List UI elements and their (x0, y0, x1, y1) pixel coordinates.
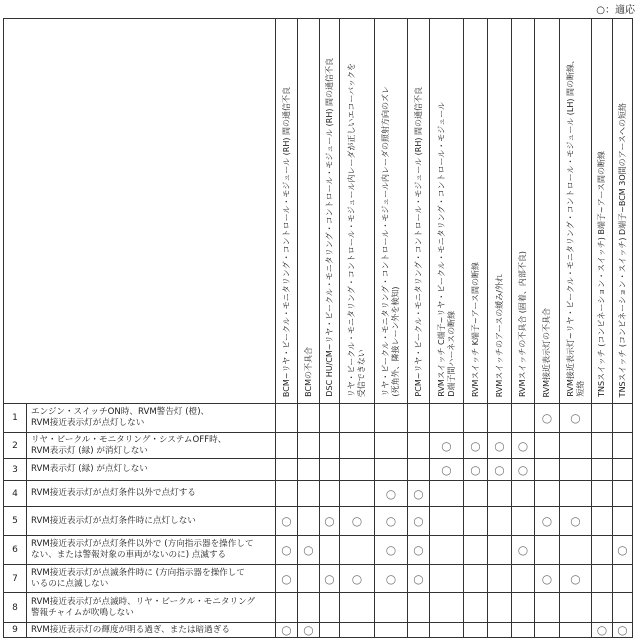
column-header (375, 19, 408, 404)
column-header (488, 19, 512, 404)
empty-cell (464, 536, 488, 565)
column-header (408, 19, 430, 404)
empty-cell (298, 565, 320, 593)
column-header-label: BCM~リヤ・ビークル・モニタリング・コントロール・モジュール (RH) 間の通信不良 (281, 86, 291, 397)
table-body (4, 404, 633, 638)
column-header-label: RVMスイッチ K端子~アース間の断線 (470, 261, 480, 397)
empty-cell (340, 481, 375, 507)
empty-cell (535, 536, 560, 565)
column-header-label: RVMスイッチのアースの緩み/外れ (494, 273, 504, 397)
applicable-mark: ○ (408, 481, 430, 507)
row-number: 7 (4, 565, 27, 593)
empty-cell (298, 404, 320, 433)
empty-cell (592, 507, 613, 536)
empty-cell (592, 481, 613, 507)
empty-cell (512, 404, 535, 433)
applicable-mark: ○ (276, 536, 298, 565)
empty-cell (613, 565, 633, 593)
applicable-mark: ○ (430, 433, 464, 459)
empty-cell (320, 593, 340, 623)
empty-cell (320, 481, 340, 507)
empty-cell (375, 459, 408, 481)
column-header (512, 19, 535, 404)
empty-cell (375, 593, 408, 623)
row-number: 5 (4, 507, 27, 536)
applicable-mark: ○ (375, 481, 408, 507)
empty-cell (340, 433, 375, 459)
empty-cell (340, 459, 375, 481)
applicable-mark: ○ (408, 507, 430, 536)
applicable-mark: ○ (512, 536, 535, 565)
table-row (4, 433, 633, 459)
applicable-mark: ○ (535, 404, 560, 433)
column-header (320, 19, 340, 404)
applicable-mark: ○ (408, 565, 430, 593)
empty-cell (298, 481, 320, 507)
applicable-mark: ○ (464, 459, 488, 481)
empty-cell (464, 404, 488, 433)
applicable-mark: ○ (560, 404, 592, 433)
empty-cell (430, 565, 464, 593)
empty-cell (560, 536, 592, 565)
row-number: 4 (4, 481, 27, 507)
table-row (4, 459, 633, 481)
empty-cell (613, 507, 633, 536)
symptom-text: リヤ・ビークル・モニタリング・システムOFF時、 RVM表示灯 (緑) が消灯しない (27, 433, 276, 459)
applicable-mark: ○ (488, 433, 512, 459)
empty-cell (464, 565, 488, 593)
applicable-mark: ○ (340, 507, 375, 536)
applicable-mark: ○ (320, 565, 340, 593)
column-header-label: PCM~リヤ・ビークル・モニタリング・コントロール・モジュール (RH) 間の通信不良 (413, 87, 423, 397)
empty-cell (512, 507, 535, 536)
row-number: 3 (4, 459, 27, 481)
empty-cell (408, 404, 430, 433)
empty-cell (276, 593, 298, 623)
table-row (4, 565, 633, 593)
applicable-mark: ○ (430, 459, 464, 481)
empty-cell (320, 623, 340, 638)
empty-cell (430, 481, 464, 507)
empty-cell (340, 623, 375, 638)
applicable-mark: ○ (560, 507, 592, 536)
empty-cell (430, 507, 464, 536)
empty-cell (464, 507, 488, 536)
applicable-mark: ○ (488, 459, 512, 481)
applicable-mark: ○ (375, 536, 408, 565)
empty-cell (592, 593, 613, 623)
applicable-mark: ○ (298, 536, 320, 565)
empty-cell (276, 459, 298, 481)
column-header (276, 19, 298, 404)
empty-cell (592, 433, 613, 459)
applicable-mark: ○ (560, 565, 592, 593)
empty-cell (488, 565, 512, 593)
column-header (613, 19, 633, 404)
applicable-mark: ○ (512, 433, 535, 459)
applicable-mark: ○ (276, 565, 298, 593)
symptom-text: RVM接近表示灯が点灯条件以外で (方向指示器を操作して ない、または警報対象の車両がないのに) 点滅する (27, 536, 276, 565)
empty-cell (298, 433, 320, 459)
column-header-label: RVM接近表示灯~リヤ・ビークル・モニタリング・コントロール・モジュール (LH) 間の断線、 短絡 (565, 56, 585, 397)
empty-cell (320, 536, 340, 565)
applicable-mark: ○ (375, 565, 408, 593)
row-number: 8 (4, 593, 27, 623)
legend: ○：適応 (596, 5, 635, 16)
empty-cell (298, 593, 320, 623)
applicable-mark: ○ (535, 565, 560, 593)
empty-cell (613, 404, 633, 433)
applicable-mark: ○ (464, 433, 488, 459)
column-header-label: リヤ・ビークル・モニタリング・コントロール・モジュール内レーダの照射方向のズレ (死角外、隣接レーン外を検知) (381, 86, 400, 397)
empty-cell (535, 593, 560, 623)
empty-cell (320, 433, 340, 459)
symptom-text: RVM接近表示灯が点灯条件時に点灯しない (27, 507, 276, 536)
empty-cell (512, 565, 535, 593)
symptom-text: RVM接近表示灯が点滅条件時に (方向指示器を操作して いるのに点滅しない (27, 565, 276, 593)
empty-cell (375, 404, 408, 433)
empty-cell (535, 433, 560, 459)
empty-cell (276, 481, 298, 507)
column-header (340, 19, 375, 404)
empty-cell (592, 459, 613, 481)
applicable-mark: ○ (613, 623, 633, 638)
applicable-mark: ○ (592, 623, 613, 638)
diagnosis-matrix-table (3, 18, 633, 638)
applicable-mark: ○ (375, 507, 408, 536)
empty-cell (592, 536, 613, 565)
applicable-mark: ○ (535, 507, 560, 536)
table-row (4, 481, 633, 507)
empty-cell (488, 507, 512, 536)
empty-cell (320, 459, 340, 481)
empty-cell (340, 536, 375, 565)
applicable-mark: ○ (512, 459, 535, 481)
empty-cell (560, 593, 592, 623)
empty-cell (464, 623, 488, 638)
column-header-label: RVM接近表示灯の不具合 (542, 307, 551, 397)
empty-cell (613, 459, 633, 481)
row-number: 2 (4, 433, 27, 459)
empty-cell (408, 623, 430, 638)
table-row (4, 623, 633, 638)
header-corner (4, 19, 276, 404)
row-number: 6 (4, 536, 27, 565)
row-number: 1 (4, 404, 27, 433)
empty-cell (613, 481, 633, 507)
column-header-label: TNSスイッチ (コンビネーション・スイッチ) D端子~BCM 3O間のアースへの短絡 (617, 102, 627, 397)
column-header (298, 19, 320, 404)
empty-cell (298, 459, 320, 481)
empty-cell (408, 433, 430, 459)
table-row (4, 536, 633, 565)
empty-cell (512, 481, 535, 507)
empty-cell (430, 536, 464, 565)
empty-cell (613, 593, 633, 623)
column-header-label: RVMスイッチ C端子~リヤ・ビークル・モニタリング・コントロール・モジュール D端子間ハーネスの断線 (436, 102, 456, 397)
applicable-mark: ○ (340, 565, 375, 593)
column-header (430, 19, 464, 404)
empty-cell (430, 623, 464, 638)
header-row (4, 19, 633, 404)
empty-cell (430, 404, 464, 433)
applicable-mark: ○ (276, 623, 298, 638)
empty-cell (408, 593, 430, 623)
symptom-text: エンジン・スイッチON時、RVM警告灯 (橙)、 RVM接近表示灯が点灯しない (27, 404, 276, 433)
column-header (592, 19, 613, 404)
empty-cell (488, 481, 512, 507)
column-header (535, 19, 560, 404)
empty-cell (375, 433, 408, 459)
empty-cell (488, 404, 512, 433)
empty-cell (464, 481, 488, 507)
column-header (560, 19, 592, 404)
empty-cell (375, 623, 408, 638)
table-row (4, 404, 633, 433)
row-number: 9 (4, 623, 27, 638)
empty-cell (408, 459, 430, 481)
empty-cell (488, 623, 512, 638)
symptom-text: RVM接近表示灯が点滅時、リヤ・ビークル・モニタリング 警報チャイムが吹鳴しない (27, 593, 276, 623)
empty-cell (320, 404, 340, 433)
applicable-mark: ○ (613, 536, 633, 565)
column-header (464, 19, 488, 404)
empty-cell (488, 593, 512, 623)
empty-cell (430, 593, 464, 623)
column-header-label: リヤ・ビークル・モニタリング・コントロール・モジュール内レーダが正しいエコーバックを 受信できない (347, 62, 366, 397)
empty-cell (560, 433, 592, 459)
symptom-text: RVM接近表示灯が点灯条件以外で点灯する (27, 481, 276, 507)
empty-cell (535, 459, 560, 481)
empty-cell (535, 623, 560, 638)
table-row (4, 593, 633, 623)
symptom-text: RVM表示灯 (緑) が点灯しない (27, 459, 276, 481)
empty-cell (512, 593, 535, 623)
empty-cell (464, 593, 488, 623)
empty-cell (276, 404, 298, 433)
applicable-mark: ○ (276, 507, 298, 536)
empty-cell (560, 459, 592, 481)
column-header-label: DSC HU/CM~リヤ・ビークル・モニタリング・コントロール・モジュール (RH) 間の通信不良 (324, 58, 334, 397)
empty-cell (298, 507, 320, 536)
column-header-label: RVMスイッチの不具合 (固着、内部不良) (518, 251, 527, 397)
empty-cell (613, 433, 633, 459)
empty-cell (592, 565, 613, 593)
column-header-label: BCMの不具合 (303, 347, 313, 397)
empty-cell (592, 404, 613, 433)
empty-cell (340, 593, 375, 623)
empty-cell (340, 404, 375, 433)
table-row (4, 507, 633, 536)
applicable-mark: ○ (298, 623, 320, 638)
column-header-label: TNSスイッチ (コンビネーション・スイッチ) B端子~アース間の断線 (597, 151, 606, 397)
empty-cell (535, 481, 560, 507)
empty-cell (276, 433, 298, 459)
empty-cell (488, 536, 512, 565)
applicable-mark: ○ (320, 507, 340, 536)
empty-cell (512, 623, 535, 638)
applicable-mark: ○ (408, 536, 430, 565)
symptom-text: RVM接近表示灯の輝度が明る過ぎ、または暗過ぎる (27, 623, 276, 638)
empty-cell (560, 481, 592, 507)
empty-cell (560, 623, 592, 638)
